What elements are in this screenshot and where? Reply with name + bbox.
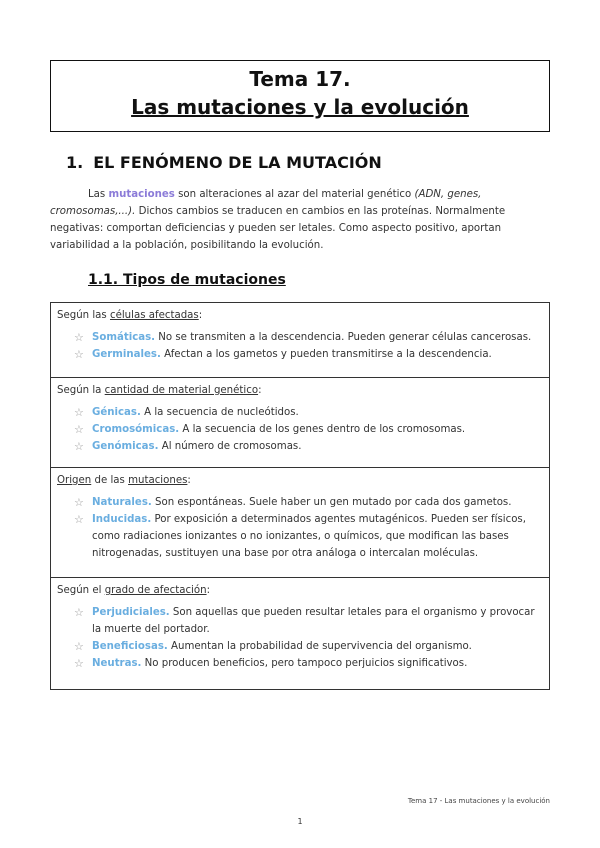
item-text: No se transmiten a la descendencia. Pueden generar células cancerosas. (155, 332, 532, 343)
section-number: 1. (66, 153, 84, 172)
item-text: Son aquellas que pueden resultar letales para el organismo y provocar la muerte del portador. (92, 607, 535, 635)
table-cell (51, 468, 549, 578)
star-icon: ☆ (74, 606, 84, 619)
item-text: Al número de cromosomas. (158, 441, 302, 452)
star-icon: ☆ (74, 440, 84, 453)
item-text: Por exposición a determinados agentes mutagénicos. Pueden ser físicos, como radiaciones ionizantes o no ionizantes, o químicos, que modifican las bases nitrogenadas, sustituyen una base por otra análoga o intercalan moléculas. (92, 514, 526, 559)
list-item (57, 638, 543, 655)
item-term: Genómicas. (92, 441, 159, 452)
title-number: Tema 17. (249, 67, 351, 91)
list-item (57, 438, 543, 455)
item-term: Génicas. (92, 407, 141, 418)
star-icon: ☆ (74, 640, 84, 653)
item-term: Perjudiciales. (92, 607, 170, 618)
star-icon: ☆ (74, 348, 84, 361)
title-text: Las mutaciones y la evolución (131, 95, 469, 119)
list-item (57, 346, 543, 363)
cell-title-text: : (187, 475, 191, 486)
star-icon: ☆ (74, 406, 84, 419)
item-term: Neutras. (92, 658, 142, 669)
item-text: Son espontáneas. Suele haber un gen mutado por cada dos gametos. (151, 497, 512, 508)
star-icon: ☆ (74, 513, 84, 526)
list-item (57, 329, 543, 346)
list-item (57, 494, 543, 511)
cell-title-underlined: cantidad de material genético (104, 385, 259, 396)
subsection-heading: 1.1. Tipos de mutaciones (88, 272, 286, 288)
item-term: Inducidas. (92, 514, 152, 525)
star-icon: ☆ (74, 331, 84, 344)
item-term: Somáticas. (92, 332, 156, 343)
item-text: A la secuencia de los genes dentro de los cromosomas. (179, 424, 466, 435)
page-number: 1 (297, 817, 303, 826)
item-text: No producen beneficios, pero tampoco perjuicios significativos. (141, 658, 468, 669)
item-term: Naturales. (92, 497, 152, 508)
cell-title-text: Según el (57, 585, 105, 596)
intro-text: Las (88, 189, 109, 200)
section-heading (66, 153, 382, 172)
section-title: EL FENÓMENO DE LA MUTACIÓN (93, 153, 382, 172)
table-cell (51, 578, 549, 689)
cell-title-underlined: Origen (57, 475, 92, 486)
running-footer: Tema 17 - Las mutaciones y la evolución (407, 797, 550, 805)
cell-title-text: de las (91, 475, 129, 486)
cell-title-text: : (258, 385, 262, 396)
intro-text: Dichos cambios se traducen en cambios en las proteínas. Normalmente negativas: comportan deficiencias y pueden ser letales. Como aspecto positivo, aportan variabilidad a la población, posibilitando la evolución. (50, 206, 506, 251)
list-item (57, 604, 543, 638)
cell-title-text: Según las (57, 310, 110, 321)
item-text: Aumentan la probabilidad de supervivencia del organismo. (167, 641, 472, 652)
cell-title-text: : (198, 310, 203, 321)
intro-italic: (ADN, genes, cromosomas,...). (50, 189, 482, 217)
cell-title-text: Según la (57, 385, 105, 396)
mutation-types-table (50, 302, 550, 690)
list-item (57, 421, 543, 438)
intro-paragraph (50, 186, 550, 254)
table-cell (51, 378, 549, 468)
item-text: Afectan a los gametos y pueden transmitirse a la descendencia. (160, 349, 492, 360)
star-icon: ☆ (74, 423, 84, 436)
cell-title (57, 309, 543, 323)
intro-text: son alteraciones al azar del material genético (174, 189, 415, 200)
cell-title-underlined: grado de afectación (104, 585, 207, 596)
item-term: Beneficiosas. (92, 641, 168, 652)
cell-title (57, 384, 543, 398)
cell-title-underlined: células afectadas (109, 310, 199, 321)
cell-title (57, 474, 543, 488)
intro-term: mutaciones (108, 189, 175, 200)
cell-title-underlined: mutaciones (128, 475, 188, 486)
item-term: Germinales. (92, 349, 161, 360)
cell-title (57, 584, 543, 598)
list-item (57, 511, 543, 562)
item-term: Cromosómicas. (92, 424, 180, 435)
cell-title-text: : (206, 585, 211, 596)
title-box (50, 60, 550, 132)
list-item (57, 404, 543, 421)
table-cell (51, 303, 549, 378)
list-item (57, 655, 543, 672)
star-icon: ☆ (74, 496, 84, 509)
item-text: A la secuencia de nucleótidos. (140, 407, 299, 418)
star-icon: ☆ (74, 657, 84, 670)
